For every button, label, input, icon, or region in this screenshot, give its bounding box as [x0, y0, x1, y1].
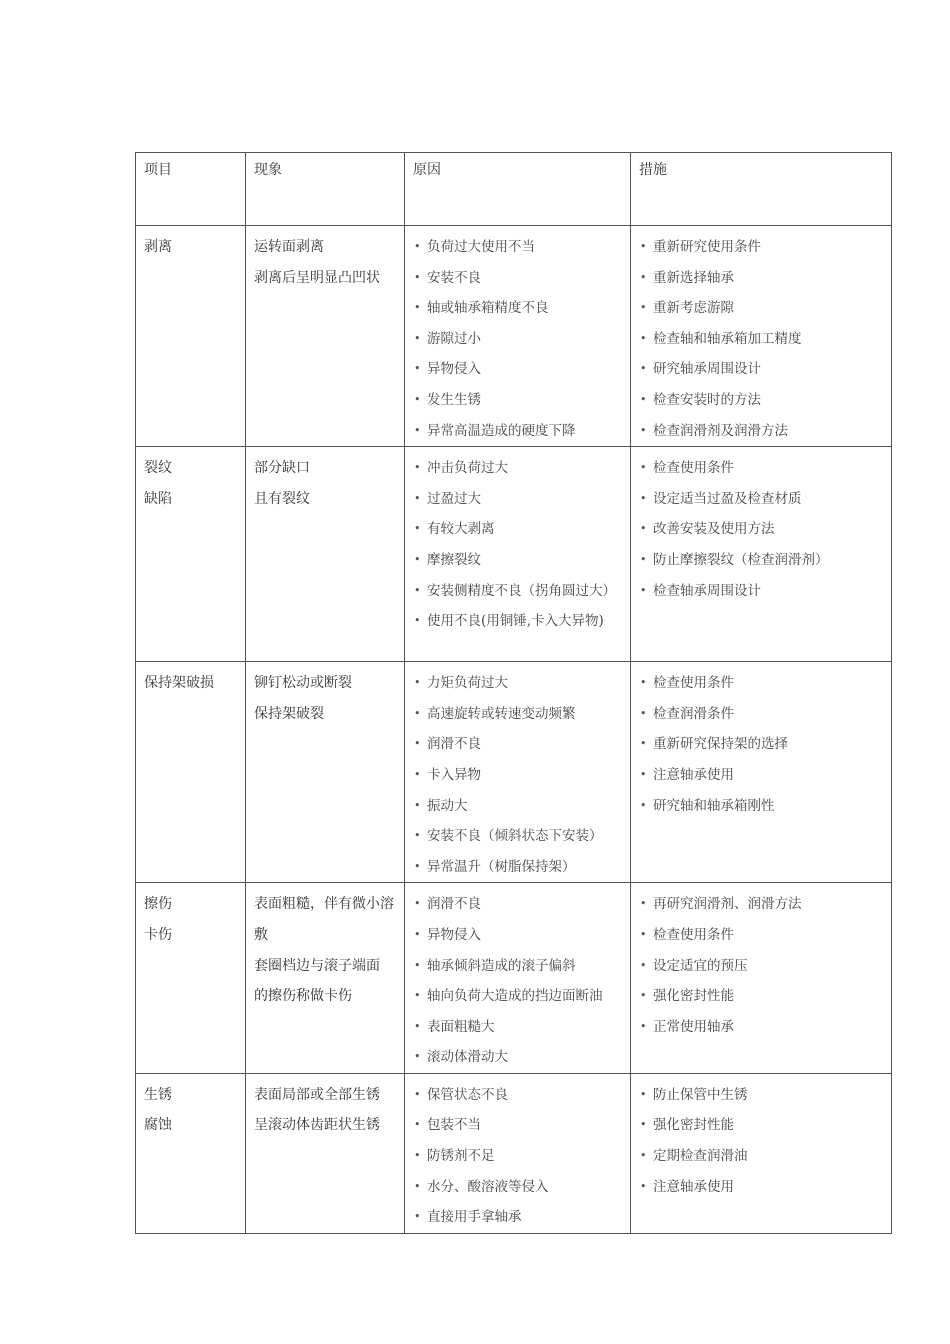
list-item [413, 821, 630, 852]
phenomenon-cell [246, 662, 405, 883]
bullet-icon: • [640, 676, 647, 690]
list-item [413, 1141, 630, 1172]
bullet-icon: • [414, 706, 421, 720]
list-item [413, 1110, 630, 1141]
list-item-text: 研究轴和轴承箱刚性 [653, 797, 775, 814]
bullet-icon: • [414, 989, 421, 1003]
list-item-text: 检查轴承周围设计 [653, 582, 761, 599]
list-item-text: 发生生锈 [427, 391, 481, 408]
measure-cell [631, 883, 892, 1074]
bullet-icon: • [640, 392, 647, 406]
list-item [413, 760, 630, 791]
list-item-text: 检查使用条件 [653, 926, 734, 943]
cause-cell [405, 447, 631, 662]
list-item [639, 699, 891, 730]
bullet-icon: • [414, 331, 421, 345]
phenomenon-cell [246, 883, 405, 1074]
bullet-icon: • [640, 1019, 647, 1033]
failure-analysis-table [135, 152, 892, 1234]
list-item-text: 冲击负荷过大 [427, 460, 508, 477]
item-cell [136, 662, 246, 883]
bullet-icon: • [414, 392, 421, 406]
phenomenon-cell-line: 保持架破裂 [254, 705, 324, 722]
bullet-icon: • [640, 240, 647, 253]
list-item-text: 检查使用条件 [653, 675, 734, 692]
phenomenon-cell-line: 表面粗糙，伴有微小溶 [254, 896, 394, 913]
cause-cell-list [413, 889, 630, 1073]
bullet-icon: • [640, 798, 647, 812]
bullet-icon: • [414, 958, 421, 972]
header-item: 项目 [136, 153, 246, 226]
phenomenon-cell-line: 部分缺口 [254, 460, 310, 477]
phenomenon-cell-line: 敷 [254, 926, 268, 943]
list-item-text: 重新研究使用条件 [653, 239, 761, 255]
list-item-text: 检查使用条件 [653, 460, 734, 477]
phenomenon-cell [246, 226, 405, 447]
list-item [413, 981, 630, 1012]
list-item-text: 防止保管中生锈 [653, 1086, 748, 1103]
measure-cell-list [639, 668, 891, 821]
phenomenon-cell-line: 套圈档边与滚子端面 [254, 957, 380, 974]
phenomenon-cell [246, 1073, 405, 1233]
bullet-icon: • [640, 1179, 647, 1193]
bullet-icon: • [640, 927, 647, 941]
list-item [639, 668, 891, 699]
list-item-text: 防止摩擦裂纹（检查润滑剂） [653, 551, 829, 568]
bullet-icon: • [640, 1118, 647, 1132]
list-item-text: 研究轴承周围设计 [653, 361, 761, 378]
bullet-icon: • [414, 897, 421, 911]
bullet-icon: • [640, 706, 647, 720]
list-item [639, 1080, 891, 1111]
list-item [413, 453, 630, 484]
list-item-text: 轴承倾斜造成的滚子偏斜 [427, 957, 576, 974]
bullet-icon: • [640, 737, 647, 751]
cause-cell-list [413, 1080, 630, 1233]
item-cell-line: 缺陷 [144, 490, 172, 507]
list-item-text: 保管状态不良 [427, 1086, 508, 1103]
bullet-icon: • [414, 676, 421, 690]
phenomenon-cell-line: 的擦伤称做卡伤 [254, 988, 352, 1005]
bullet-icon: • [414, 737, 421, 751]
list-item [413, 1080, 630, 1111]
table-row [136, 662, 892, 883]
table-row [136, 226, 892, 447]
list-item [413, 852, 630, 883]
bullet-icon: • [414, 1179, 421, 1193]
bullet-icon: • [414, 829, 421, 843]
item-cell-line: 剥离 [144, 239, 172, 255]
table-header-row [136, 153, 892, 226]
list-item [413, 1172, 630, 1203]
item-cell [136, 447, 246, 662]
measure-cell [631, 662, 892, 883]
list-item [413, 951, 630, 982]
bullet-icon: • [640, 1087, 647, 1101]
item-cell [136, 226, 246, 447]
bullet-icon: • [640, 423, 647, 437]
list-item [413, 484, 630, 515]
list-item [639, 453, 891, 484]
phenomenon-cell-line: 呈滚动体齿距状生锈 [254, 1117, 380, 1134]
bullet-icon: • [414, 1019, 421, 1033]
bullet-icon: • [414, 1118, 421, 1132]
measure-cell-list [639, 453, 891, 606]
list-item-text: 轴或轴承箱精度不良 [427, 300, 549, 317]
bullet-icon: • [414, 1050, 421, 1064]
bullet-icon: • [640, 958, 647, 972]
list-item-text: 定期检查润滑油 [653, 1148, 748, 1165]
item-cell-line: 裂纹 [144, 460, 172, 477]
bullet-icon: • [640, 270, 647, 284]
list-item [413, 232, 630, 263]
cause-cell [405, 883, 631, 1074]
list-item [639, 920, 891, 951]
cause-cell-list [413, 232, 630, 446]
item-cell [136, 883, 246, 1074]
bullet-icon: • [414, 522, 421, 536]
list-item-text: 直接用手拿轴承 [427, 1209, 522, 1226]
list-item [639, 1141, 891, 1172]
list-item-text: 设定适当过盈及检查材质 [653, 490, 802, 507]
list-item [639, 951, 891, 982]
header-cause: 原因 [405, 153, 631, 226]
list-item-text: 再研究润滑剂、润滑方法 [653, 896, 802, 913]
list-item-text: 游隙过小 [427, 330, 481, 347]
list-item [639, 232, 891, 263]
bullet-icon: • [640, 1149, 647, 1163]
list-item [639, 729, 891, 760]
list-item-text: 强化密封性能 [653, 1117, 734, 1134]
table-row [136, 447, 892, 662]
list-item-text: 表面粗糙大 [427, 1018, 495, 1035]
list-item [413, 606, 630, 637]
list-item-text: 使用不良(用铜锤,卡入大异物) [427, 613, 604, 630]
cause-cell [405, 1073, 631, 1233]
list-item [639, 545, 891, 576]
list-item [639, 1012, 891, 1043]
header-phenomenon: 现象 [246, 153, 405, 226]
bullet-icon: • [414, 423, 421, 437]
list-item-text: 设定适宜的预压 [653, 957, 748, 974]
list-item-text: 水分、酸溶液等侵入 [427, 1178, 549, 1195]
measure-cell-list [639, 889, 891, 1042]
table-row [136, 1073, 892, 1233]
bullet-icon: • [640, 767, 647, 781]
measure-cell-list [639, 1080, 891, 1202]
bullet-icon: • [414, 798, 421, 812]
list-item-text: 强化密封性能 [653, 988, 734, 1005]
list-item-text: 注意轴承使用 [653, 1178, 734, 1195]
list-item [413, 416, 630, 447]
list-item-text: 润滑不良 [427, 896, 481, 913]
list-item-text: 注意轴承使用 [653, 766, 734, 783]
bullet-icon: • [640, 552, 647, 566]
list-item [413, 354, 630, 385]
cause-cell [405, 662, 631, 883]
list-item-text: 检查润滑条件 [653, 705, 734, 722]
bullet-icon: • [640, 989, 647, 1003]
bullet-icon: • [414, 491, 421, 505]
list-item [639, 576, 891, 607]
list-item [413, 1202, 630, 1233]
list-item [413, 791, 630, 822]
list-item [413, 920, 630, 951]
bullet-icon: • [414, 927, 421, 941]
list-item-text: 负荷过大使用不当 [427, 239, 535, 255]
measure-cell [631, 226, 892, 447]
phenomenon-cell-line: 运转面剥离 [254, 239, 324, 255]
item-cell-line: 擦伤 [144, 896, 172, 913]
bullet-icon: • [640, 362, 647, 376]
list-item [639, 354, 891, 385]
list-item [639, 484, 891, 515]
list-item [639, 1172, 891, 1203]
bullet-icon: • [414, 1210, 421, 1224]
list-item-text: 改善安装及使用方法 [653, 521, 775, 538]
header-measure: 措施 [631, 153, 892, 226]
list-item [639, 385, 891, 416]
phenomenon-cell-line: 且有裂纹 [254, 490, 310, 507]
cause-cell [405, 226, 631, 447]
item-cell-line: 生锈 [144, 1086, 172, 1103]
bullet-icon: • [414, 1149, 421, 1163]
bullet-icon: • [640, 522, 647, 536]
list-item-text: 异物侵入 [427, 361, 481, 378]
list-item-text: 有较大剥离 [427, 521, 495, 538]
list-item-text: 过盈过大 [427, 490, 481, 507]
bullet-icon: • [414, 767, 421, 781]
list-item [413, 263, 630, 294]
bullet-icon: • [640, 301, 647, 315]
list-item [413, 1012, 630, 1043]
cause-cell-list [413, 668, 630, 882]
list-item-text: 异常温升（树脂保持架） [427, 858, 576, 875]
cause-cell-list [413, 453, 630, 637]
bullet-icon: • [414, 240, 421, 253]
bullet-icon: • [640, 461, 647, 475]
list-item [413, 385, 630, 416]
phenomenon-cell-line: 剥离后呈明显凸凹状 [254, 269, 380, 286]
list-item-text: 轴向负荷大造成的挡边面断油 [427, 988, 603, 1005]
measure-cell [631, 1073, 892, 1233]
item-cell-line: 腐蚀 [144, 1117, 172, 1134]
list-item [639, 791, 891, 822]
list-item-text: 重新考虑游隙 [653, 300, 734, 317]
list-item [639, 760, 891, 791]
list-item [639, 293, 891, 324]
item-cell-line: 保持架破损 [144, 675, 214, 692]
list-item [413, 1042, 630, 1073]
phenomenon-cell [246, 447, 405, 662]
list-item-text: 包装不当 [427, 1117, 481, 1134]
list-item [413, 324, 630, 355]
phenomenon-cell-line: 表面局部或全部生锈 [254, 1086, 380, 1103]
list-item-text: 安装不良（倾斜状态下安装） [427, 828, 603, 845]
list-item-text: 力矩负荷过大 [427, 675, 508, 692]
bullet-icon: • [414, 301, 421, 315]
item-cell [136, 1073, 246, 1233]
list-item-text: 防锈剂不足 [427, 1148, 495, 1165]
list-item [413, 514, 630, 545]
list-item-text: 异常高温造成的硬度下降 [427, 422, 576, 439]
list-item-text: 重新选择轴承 [653, 269, 734, 286]
phenomenon-cell-line: 铆钉松动或断裂 [254, 675, 352, 692]
list-item-text: 异物侵入 [427, 926, 481, 943]
list-item [413, 576, 630, 607]
list-item-text: 摩擦裂纹 [427, 551, 481, 568]
list-item-text: 滚动体滑动大 [427, 1049, 508, 1066]
measure-cell [631, 447, 892, 662]
list-item [413, 729, 630, 760]
bullet-icon: • [640, 583, 647, 597]
bullet-icon: • [414, 859, 421, 873]
list-item-text: 高速旋转或转速变动频繁 [427, 705, 576, 722]
list-item [639, 416, 891, 447]
table-row [136, 883, 892, 1074]
list-item [413, 668, 630, 699]
list-item-text: 润滑不良 [427, 736, 481, 753]
list-item [639, 514, 891, 545]
item-cell-line: 卡伤 [144, 926, 172, 943]
bullet-icon: • [414, 270, 421, 284]
list-item [639, 981, 891, 1012]
bullet-icon: • [414, 614, 421, 628]
list-item [639, 324, 891, 355]
list-item [413, 545, 630, 576]
list-item-text: 安装不良 [427, 269, 481, 286]
list-item-text: 检查润滑剂及润滑方法 [653, 422, 788, 439]
list-item-text: 卡入异物 [427, 766, 481, 783]
list-item-text: 检查安装时的方法 [653, 391, 761, 408]
list-item-text: 振动大 [427, 797, 468, 814]
list-item [639, 1110, 891, 1141]
list-item-text: 正常使用轴承 [653, 1018, 734, 1035]
list-item [639, 263, 891, 294]
list-item [413, 889, 630, 920]
list-item [639, 889, 891, 920]
list-item-text: 安装侧精度不良（拐角圆过大） [427, 582, 616, 599]
bullet-icon: • [414, 362, 421, 376]
list-item-text: 检查轴和轴承箱加工精度 [653, 330, 802, 347]
bullet-icon: • [414, 1087, 421, 1101]
bullet-icon: • [640, 897, 647, 911]
list-item-text: 重新研究保持架的选择 [653, 736, 788, 753]
bullet-icon: • [640, 491, 647, 505]
bullet-icon: • [414, 552, 421, 566]
bullet-icon: • [414, 461, 421, 475]
list-item [413, 699, 630, 730]
bullet-icon: • [640, 331, 647, 345]
bullet-icon: • [414, 583, 421, 597]
list-item [413, 293, 630, 324]
measure-cell-list [639, 232, 891, 446]
